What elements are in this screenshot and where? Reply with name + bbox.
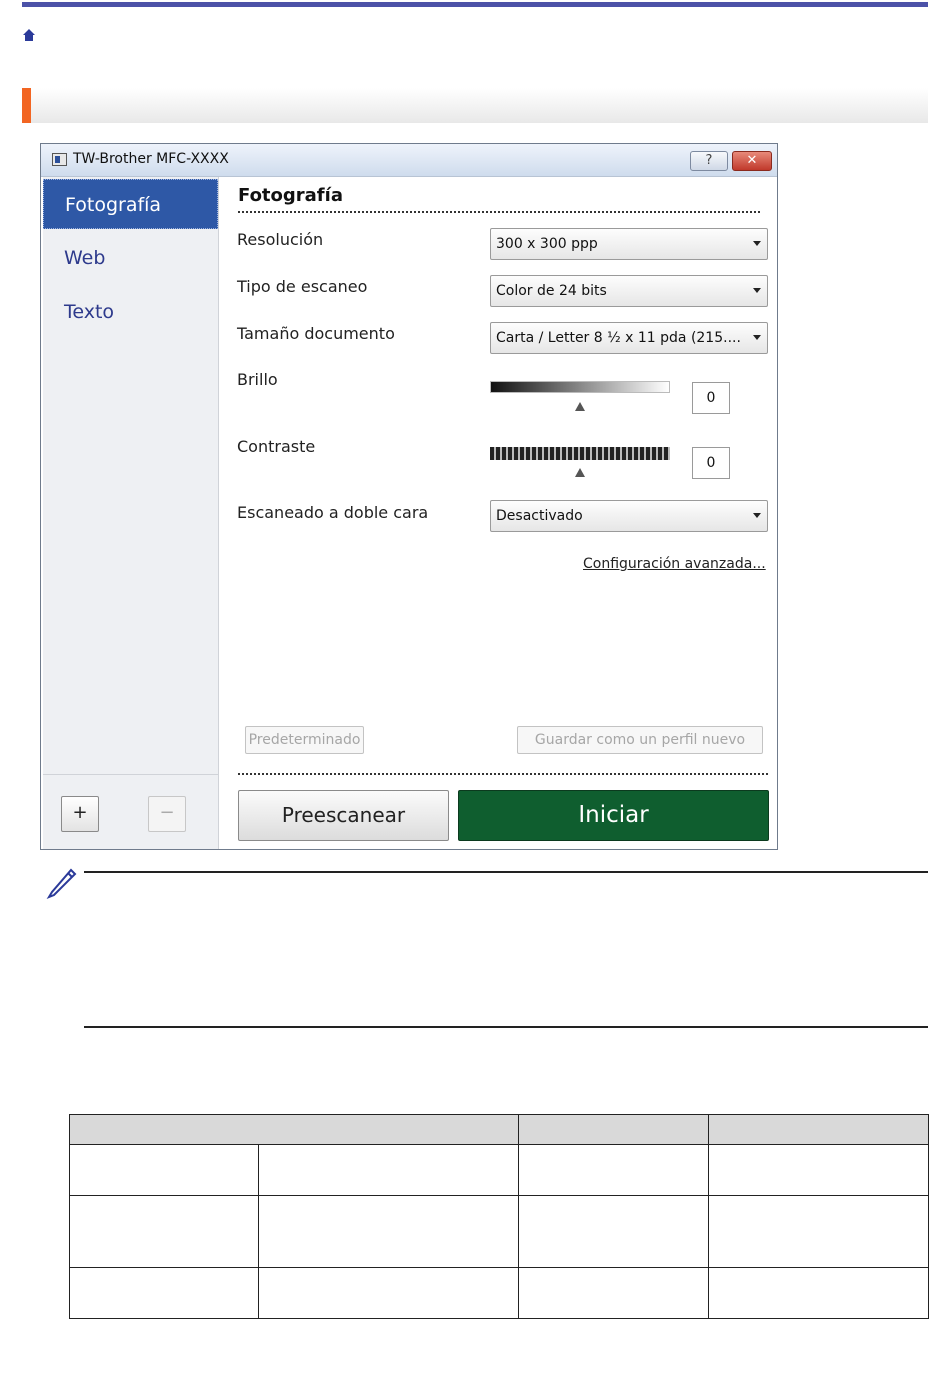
- contrast-value[interactable]: 0: [692, 447, 730, 479]
- table-cell: [519, 1145, 709, 1196]
- window-title: TW-Brother MFC-XXXX: [73, 151, 229, 167]
- app-icon: [52, 153, 67, 166]
- table-row: [70, 1196, 929, 1268]
- table-row: [70, 1268, 929, 1319]
- prescan-button[interactable]: Preescanear: [238, 790, 449, 841]
- note-top-rule: [84, 871, 928, 873]
- section-accent: [22, 88, 31, 123]
- table-header-row: [70, 1115, 929, 1145]
- data-table: [69, 1114, 929, 1319]
- doc-size-label: Tamaño documento: [237, 324, 395, 343]
- chevron-down-icon: [753, 288, 761, 293]
- close-icon[interactable]: ✕: [732, 151, 772, 171]
- default-button[interactable]: Predeterminado: [245, 726, 364, 754]
- table-cell: [709, 1268, 929, 1319]
- chevron-down-icon: [753, 241, 761, 246]
- profile-sidebar: [43, 177, 219, 849]
- table-cell: [709, 1196, 929, 1268]
- table-cell: [259, 1145, 519, 1196]
- remove-profile-button[interactable]: −: [148, 796, 186, 832]
- add-profile-button[interactable]: +: [61, 796, 99, 832]
- brightness-slider[interactable]: [490, 381, 670, 393]
- contrast-slider-thumb[interactable]: [575, 468, 585, 477]
- resolution-value: 300 x 300 ppp: [496, 236, 598, 252]
- scan-type-value: Color de 24 bits: [496, 283, 607, 299]
- doc-size-value: Carta / Letter 8 ½ x 11 pda (215....: [496, 330, 741, 346]
- scan-dialog: [40, 143, 778, 850]
- doc-size-select[interactable]: [490, 322, 768, 354]
- note-bottom-rule: [84, 1026, 928, 1028]
- section-heading-band: [22, 88, 928, 123]
- table-cell: [259, 1196, 519, 1268]
- table-cell: [70, 1196, 259, 1268]
- save-profile-button[interactable]: Guardar como un perfil nuevo: [517, 726, 763, 754]
- table-cell: [259, 1268, 519, 1319]
- table-cell: [709, 1145, 929, 1196]
- sidebar-divider: [43, 774, 218, 775]
- duplex-value: Desactivado: [496, 508, 583, 524]
- chevron-down-icon: [753, 513, 761, 518]
- table-cell: [70, 1145, 259, 1196]
- buttons-divider: [238, 773, 768, 775]
- resolution-label: Resolución: [237, 230, 324, 249]
- scan-type-label: Tipo de escaneo: [237, 277, 368, 296]
- home-icon[interactable]: [22, 28, 36, 42]
- duplex-label: Escaneado a doble cara: [237, 503, 429, 522]
- table-header-cell: [519, 1115, 709, 1145]
- top-accent-bar: [22, 2, 928, 7]
- title-divider: [238, 211, 760, 213]
- table-header-cell: [70, 1115, 519, 1145]
- contrast-slider[interactable]: [490, 447, 670, 460]
- contrast-label: Contraste: [237, 437, 316, 456]
- pencil-icon: [44, 864, 80, 900]
- resolution-select[interactable]: [490, 228, 768, 260]
- sidebar-item-fotografia[interactable]: Fotografía: [43, 179, 218, 229]
- table-cell: [519, 1196, 709, 1268]
- title-bar: [41, 144, 777, 177]
- table-header-cell: [709, 1115, 929, 1145]
- start-button[interactable]: Iniciar: [458, 790, 769, 841]
- duplex-select[interactable]: [490, 500, 768, 532]
- sidebar-item-texto[interactable]: Texto: [64, 301, 115, 323]
- chevron-down-icon: [753, 335, 761, 340]
- table-cell: [519, 1268, 709, 1319]
- panel-title: Fotografía: [238, 185, 343, 206]
- table-cell: [70, 1268, 259, 1319]
- help-icon[interactable]: ?: [690, 151, 728, 171]
- advanced-settings-link[interactable]: Configuración avanzada...: [583, 556, 766, 572]
- brightness-label: Brillo: [237, 370, 278, 389]
- scan-type-select[interactable]: [490, 275, 768, 307]
- brightness-slider-thumb[interactable]: [575, 402, 585, 411]
- sidebar-item-web[interactable]: Web: [64, 247, 106, 269]
- table-row: [70, 1145, 929, 1196]
- brightness-value[interactable]: 0: [692, 382, 730, 414]
